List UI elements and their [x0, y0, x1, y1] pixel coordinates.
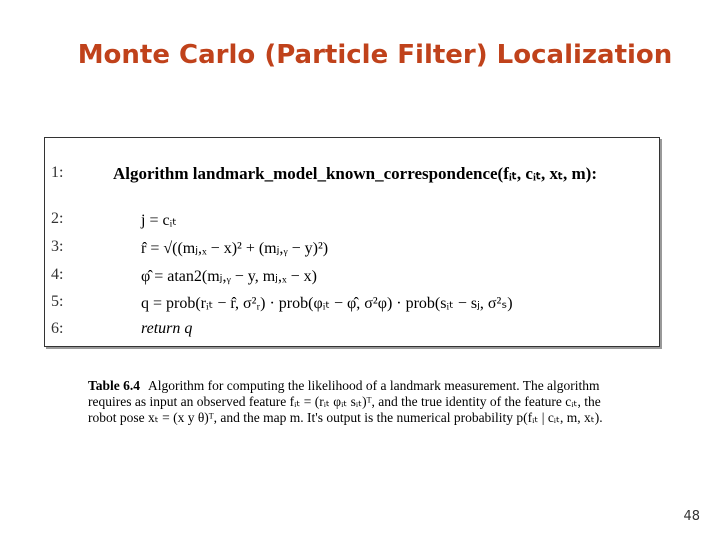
- line-number: 2:: [51, 210, 64, 227]
- line-body: q = prob(rᵢₜ − r̂, σ²ᵣ) · prob(φᵢₜ − φ̂, σ²φ) · prob(sᵢₜ − sⱼ, σ²ₛ): [141, 295, 513, 312]
- line-body: φ̂ = atan2(mⱼ,ᵧ − y, mⱼ,ₓ − x): [141, 268, 317, 285]
- table-caption: [88, 378, 608, 426]
- page-number: 48: [683, 509, 700, 524]
- caption-text: Algorithm for computing the likelihood of a landmark measurement. The algorithm requires as input an observed feature fᵢₜ = (rᵢₜ φᵢₜ sᵢₜ)ᵀ, and the true identity of the feature cᵢₜ, the robot pose xₜ = (x y θ)ᵀ, and the map m. It's output is the numerical probability p(fᵢₜ | cᵢₜ, m, xₜ).: [88, 378, 603, 425]
- algorithm-header: Algorithm landmark_model_known_correspondence(fᵢₜ, cᵢₜ, xₜ, m):: [113, 164, 597, 183]
- caption-label: Table 6.4: [88, 378, 141, 393]
- slide-title: Monte Carlo (Particle Filter) Localization: [77, 40, 673, 70]
- line-number: 1:: [51, 164, 64, 181]
- line-body: j = cᵢₜ: [141, 212, 177, 229]
- line-number: 6:: [51, 320, 64, 337]
- line-number: 3:: [51, 238, 64, 255]
- line-body: return q: [141, 320, 193, 337]
- line-number: 5:: [51, 293, 64, 310]
- line-number: 4:: [51, 266, 64, 283]
- algorithm-box: [44, 137, 660, 347]
- line-body: r̂ = √((mⱼ,ₓ − x)² + (mⱼ,ᵧ − y)²): [141, 240, 329, 257]
